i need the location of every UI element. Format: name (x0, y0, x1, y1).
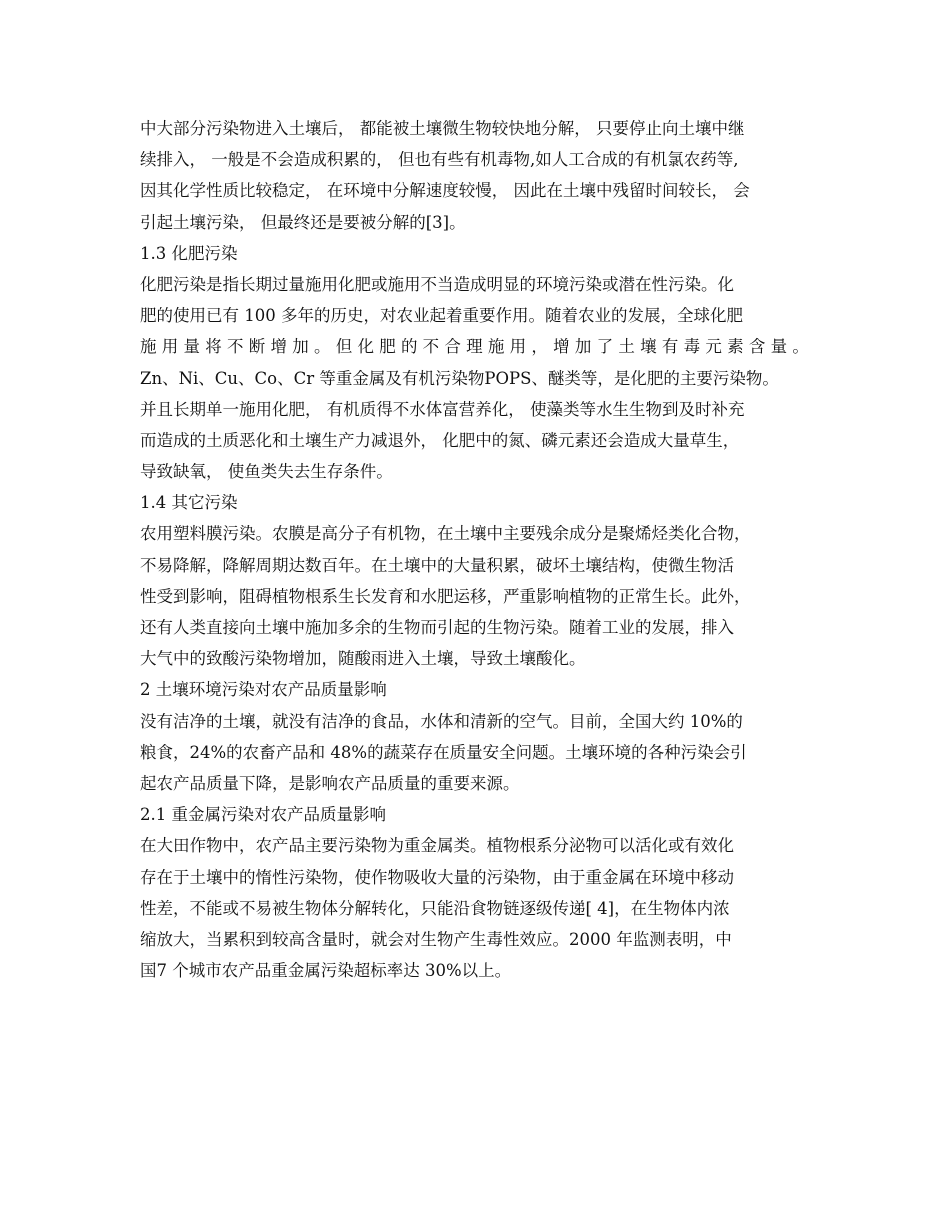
paragraph-line: 农用塑料膜污染。农膜是高分子有机物，在土壤中主要残余成分是聚烯烃类化合物， (140, 524, 751, 544)
paragraph-line: 不易降解，降解周期达数百年。在土壤中的大量积累，破坏土壤结构，使微生物活 (140, 555, 734, 575)
paragraph-line: 引起土壤污染， 但最终还是要被分解的[3]。 (140, 212, 466, 232)
document-body (140, 113, 820, 986)
paragraph-line: 起农产品质量下降，是影响农产品质量的重要来源。 (140, 773, 520, 793)
paragraph-line: 缩放大，当累积到较高含量时，就会对生物产生毒性效应。2000 年监测表明，中 (140, 929, 732, 949)
paragraph-line: 还有人类直接向土壤中施加多余的生物而引起的生物污染。随着工业的发展，排入 (140, 618, 734, 637)
paragraph-line: 导致缺氧， 使鱼类失去生存条件。 (140, 462, 393, 482)
paragraph-line: 施 用 量 将 不 断 增 加 。 但 化 肥 的 不 合 理 施 用 ， 增 加 了 土 壤 有 毒 元 素 含 量 。 (140, 337, 809, 357)
section-heading: 2.1 重金属污染对农产品质量影响 (140, 805, 386, 825)
paragraph-line: 国7 个城市农产品重金属污染超标率达 30%以上。 (140, 961, 512, 981)
paragraph-line: 粮食，24%的农畜产品和 48%的蔬菜存在质量安全问题。土壤环境的各种污染会引 (140, 742, 747, 762)
paragraph-line: 存在于土壤中的惰性污染物，使作物吸收大量的污染物，由于重金属在环境中移动 (140, 867, 734, 887)
paragraph-line: 没有洁净的土壤，就没有洁净的食品，水体和清新的空气。目前，全国大约 10%的 (140, 711, 743, 731)
paragraph-line: 性差，不能或不易被生物体分解转化，只能沿食物链逐级传递[ 4]，在生物体内浓 (140, 898, 730, 918)
paragraph-line: 而造成的土质恶化和土壤生产力减退外， 化肥中的氮、磷元素还会造成大量草生， (140, 430, 740, 450)
paragraph-line: Zn、Ni、Cu、Co、Cr 等重金属及有机污染物POPS、醚类等，是化肥的主要污染物。 (140, 368, 779, 388)
paragraph-line: 性受到影响，阻碍植物根系生长发育和水肥运移，严重影响植物的正常生长。此外， (140, 586, 751, 606)
section-heading: 1.3 化肥污染 (140, 243, 238, 263)
section-heading: 1.4 其它污染 (140, 493, 238, 513)
paragraph-line: 中大部分污染物进入土壤后， 都能被土壤微生物较快地分解， 只要停止向土壤中继 (140, 119, 745, 138)
paragraph-line: 续排入， 一般是不会造成积累的， 但也有些有机毒物,如人工合成的有机氯农药等, (140, 150, 739, 170)
paragraph-line: 在大田作物中，农产品主要污染物为重金属类。植物根系分泌物可以活化或有效化 (140, 836, 734, 856)
paragraph-line: 大气中的致酸污染物增加，随酸雨进入土壤，导致土壤酸化。 (140, 649, 586, 669)
paragraph-line: 化肥污染是指长期过量施用化肥或施用不当造成明显的环境污染或潜在性污染。化 (140, 274, 734, 294)
paragraph-line: 并且长期单一施用化肥， 有机质得不水体富营养化， 使藻类等水生生物到及时补充 (140, 399, 745, 419)
paragraph-line: 因其化学性质比较稳定， 在环境中分解速度较慢， 因此在土壤中残留时间较长， 会 (140, 181, 750, 201)
section-heading: 2 土壤环境污染对农产品质量影响 (140, 680, 387, 700)
paragraph-line: 肥的使用已有 100 多年的历史，对农业起着重要作用。随着农业的发展，全球化肥 (140, 306, 743, 326)
